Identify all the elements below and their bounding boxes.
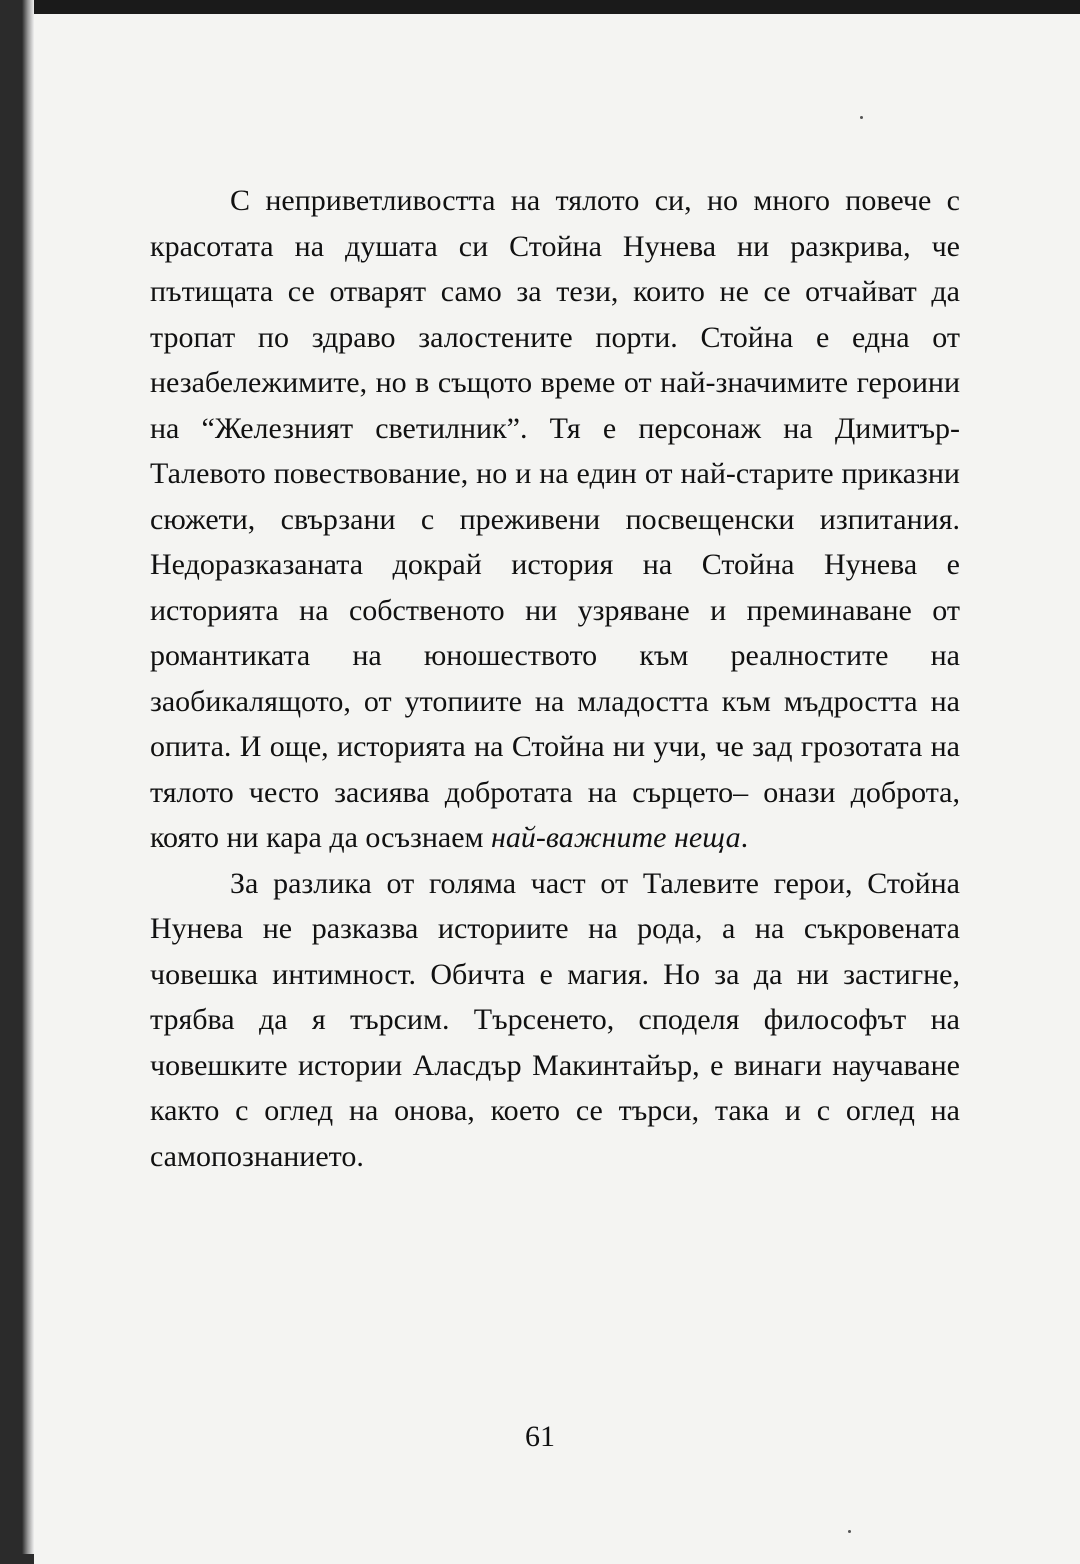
paragraph-2: За разлика от голяма част от Талевите герои, Стойна Нунева не разказва историите на рода, а на съкровената човешка интимност. Обичта е магия. Но за да ни застигне, трябва да я търсим. Търсенето, споделя философът на човешките истории Аласдър Макинтайър, е винаги научаване както с оглед на онова, което се търси, така и с оглед на самопознанието. — [150, 866, 960, 1173]
paragraph-1 — [150, 178, 960, 861]
scan-top-edge — [0, 0, 1080, 14]
paragraph-1-text: С неприветливостта на тялото си, но много повече с красотата на душата си Стойна Нунева ни разкрива, че пътищата се отварят само за тези, които не се отчайват да тропат по здраво залостените порти. Стойна е една от незабележимите, но в същото време от най-значимите героини на “Железният светилник”. Тя е персонаж на Димитър-Талевото повествование, но и на един от най-старите приказни сюжети, свързани с преживени посвещенски изпитания. Недоразказаната докрай история на Стойна Нунева е историята на собственото ни узряване и преминаване от романтиката на юношеството към реалностите на заобикалящото, от утопиите на младостта към мъдростта на опита. И още, историята на Стойна ни учи, че зад грозотата на тялото често засиява добротата на сърцето– онази доброта, която ни кара да осъзнаем — [150, 184, 960, 854]
paragraph-1-italic: най-важните неща — [491, 821, 741, 854]
paragraph-1-end: . — [740, 821, 749, 854]
body-text — [150, 178, 960, 1179]
page-number: 61 — [525, 1420, 555, 1453]
paper-speck — [860, 116, 863, 119]
book-spine-edge — [0, 0, 34, 1564]
paper-speck — [848, 1530, 851, 1533]
